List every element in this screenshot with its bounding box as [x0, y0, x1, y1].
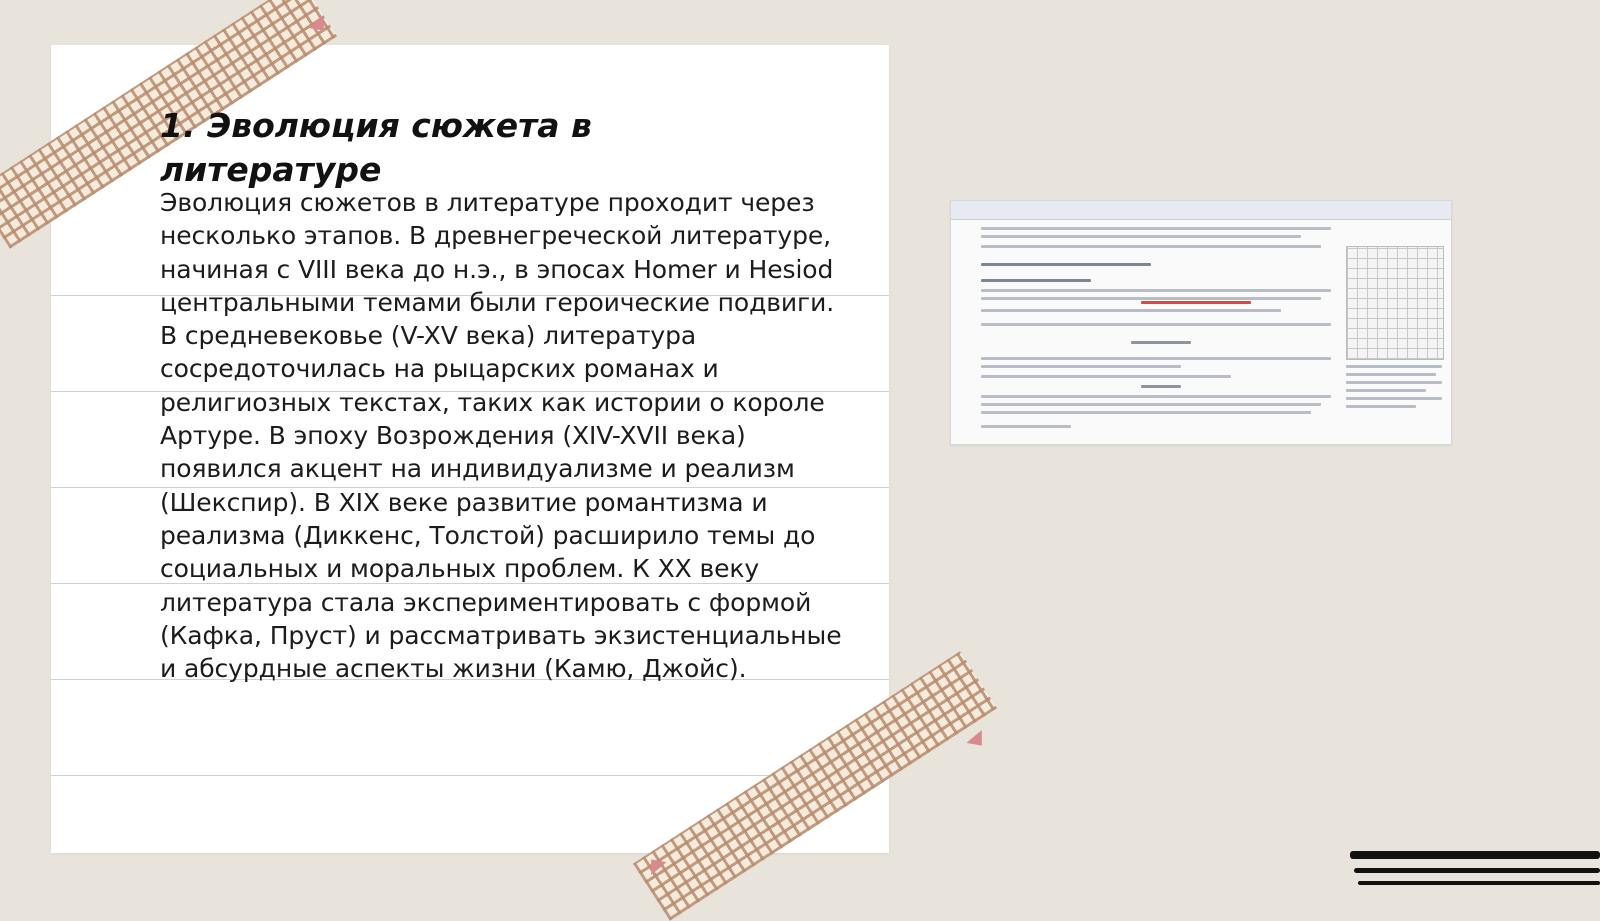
paper-rule-line [51, 775, 889, 776]
decorative-brush-stroke [1354, 868, 1600, 873]
screenshot-toolbar [951, 201, 1451, 220]
tape-tip [966, 730, 989, 752]
slide-body-text: Эволюция сюжетов в литературе проходит через несколько этапов. В древнегреческой литературе, начиная с VIII века до н.э., в эпосах Homer и Hesiod центральными темами были героические подвиги. В средневековье (V-XV века) литература сосредоточилась на рыцарских романах и религиозных текстах, таких как истории о короле Артуре. В эпоху Возрождения (XIV-XVII века) появился акцент на индивидуализме и реализм (Шекспир). В XIX веке развитие романтизма и реализма (Диккенс, Толстой) расширило темы до социальных и моральных проблем. К XX веку литература стала экспериментировать с формой (Кафка, Пруст) и рассматривать экзистенциальные и абсурдные аспекты жизни (Камю, Джойс). [160, 188, 842, 684]
decorative-brush-stroke [1350, 851, 1600, 859]
slide-title: 1. Эволюция сюжета в литературе [160, 106, 592, 189]
decorative-brush-stroke [1358, 881, 1600, 885]
screenshot-plot-figure [1346, 246, 1444, 360]
article-screenshot-image [950, 200, 1452, 445]
